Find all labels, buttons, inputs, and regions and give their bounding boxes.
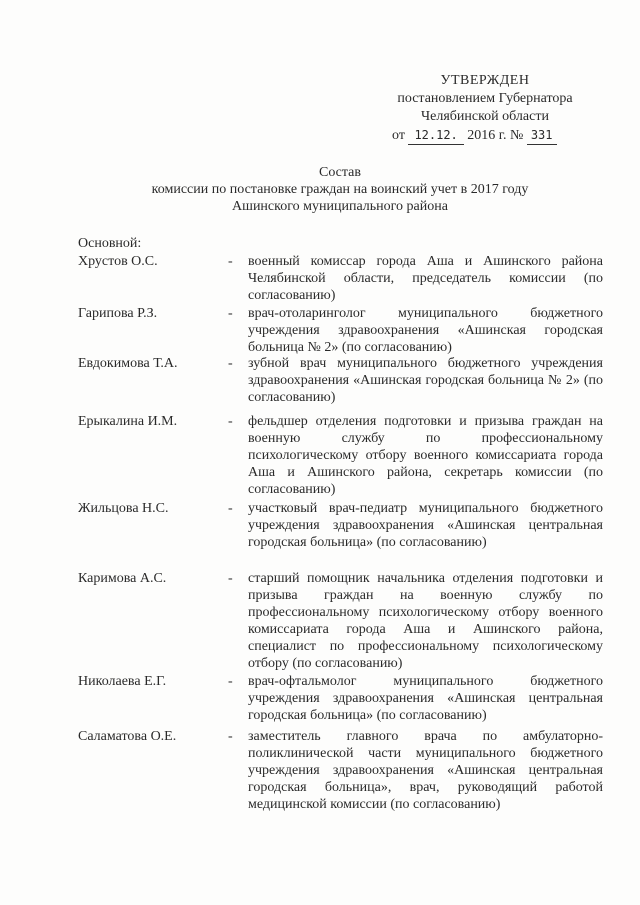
title-line-2: комиссии по постановке граждан на воинский учет в 2017 году <box>151 182 529 197</box>
member-description: фельдшер отделения подготовки и призыва граждан на военную службу по профессиональному психологическому отбору военного комиссариата города Аша и Ашинского района, секретарь комиссии (по согласованию) <box>248 414 603 497</box>
from-label: от <box>392 128 405 143</box>
member-dash: - <box>228 306 233 321</box>
member-name: Саламатова О.Е. <box>78 729 177 744</box>
approval-date-line <box>370 126 600 145</box>
member-description: врач-отоларинголог муниципального бюджетного учреждения здравоохранения «Ашинская городская больница № 2» (по согласованию) <box>248 306 603 355</box>
handwritten-number: 331 <box>527 126 557 145</box>
section-label: Основной: <box>78 236 142 251</box>
member-dash: - <box>228 414 233 429</box>
approval-heading: УТВЕРЖДЕН <box>440 73 530 88</box>
approval-line-1: постановлением Губернатора <box>397 91 573 106</box>
member-description: заместитель главного врача по амбулаторно-поликлинической части муниципального бюджетного учреждения здравоохранения «Ашинская центральная городская больница», врач, руководящий работой медицинской комиссии (по согласованию) <box>248 729 603 812</box>
member-name: Гарипова Р.З. <box>78 306 158 321</box>
member-dash: - <box>228 501 233 516</box>
handwritten-date: 12.12. <box>408 126 463 145</box>
member-dash: - <box>228 674 233 689</box>
member-name: Ерыкалина И.М. <box>78 414 178 429</box>
member-dash: - <box>228 254 233 269</box>
approval-line-2: Челябинской области <box>421 109 549 124</box>
document-title <box>40 164 640 215</box>
member-description: старший помощник начальника отделения подготовки и призыва граждан на военную службу по профессиональному психологическому отбору военного комиссариата города Аша и Ашинского района, специалист по профессиональному психологическому отбору (по согласованию) <box>248 571 603 671</box>
approval-block <box>370 72 600 145</box>
member-description: врач-офтальмолог муниципального бюджетного учреждения здравоохранения «Ашинская центральная городская больница» (по согласованию) <box>248 674 603 723</box>
member-description: зубной врач муниципального бюджетного учреждения здравоохранения «Ашинская городская больница № 2» (по согласованию) <box>248 356 603 405</box>
member-description: участковый врач-педиатр муниципального бюджетного учреждения здравоохранения «Ашинская центральная городская больница» (по согласованию) <box>248 501 603 550</box>
year-text: 2016 г. № <box>467 128 524 143</box>
member-dash: - <box>228 571 233 586</box>
member-name: Евдокимова Т.А. <box>78 356 178 371</box>
member-name: Хрустов О.С. <box>78 254 158 269</box>
title-line-3: Ашинского муниципального района <box>232 199 448 214</box>
member-name: Николаева Е.Г. <box>78 674 167 689</box>
title-line-1: Состав <box>318 165 361 180</box>
member-dash: - <box>228 729 233 744</box>
member-name: Каримова А.С. <box>78 571 167 586</box>
member-dash: - <box>228 356 233 371</box>
member-description: военный комиссар города Аша и Ашинского района Челябинской области, председатель комиссии (по согласованию) <box>248 254 603 303</box>
member-name: Жильцова Н.С. <box>78 501 169 516</box>
